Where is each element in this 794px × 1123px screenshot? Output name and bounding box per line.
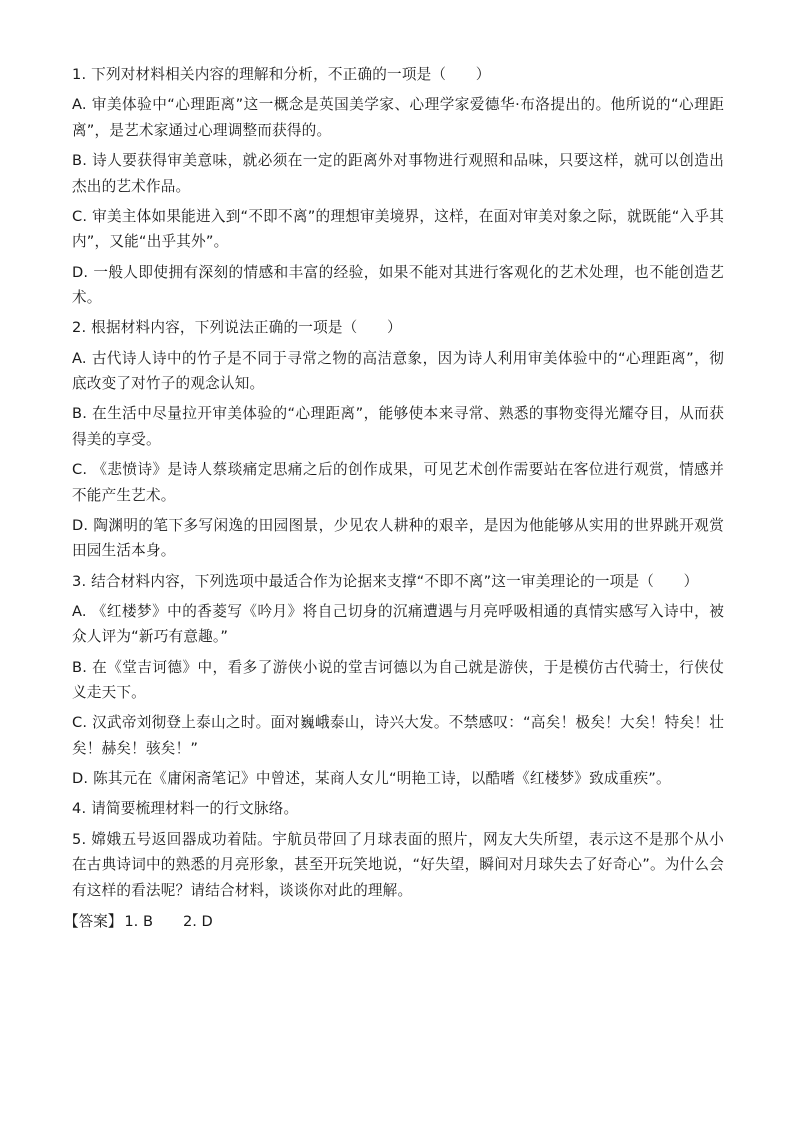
question-stem: 4. 请简要梳理材料一的行文脉络。 [72, 800, 299, 818]
question-list [64, 62, 724, 935]
option-b: B. 在生活中尽量拉开审美体验的“心理距离”，能够使本来寻常、熟悉的事物变得光耀夺目，从而获得美的享受。 [72, 405, 724, 448]
question-stem: 2. 根据材料内容，下列说法正确的一项是（ ） [72, 319, 402, 337]
option-d: D. 陶渊明的笔下多写闲逸的田园图景，少见农人耕种的艰辛，是因为他能够从实用的世界跳开观赏田园生活本身。 [72, 516, 724, 560]
answer-line [64, 909, 724, 935]
answer-item-2: 2. D [182, 913, 213, 931]
question-stem: 3. 结合材料内容，下列选项中最适合作为论据来支撑“不即不离”这一审美理论的一项是（ ） [72, 572, 699, 590]
question-5 [72, 827, 724, 904]
option-b: B. 在《堂吉诃德》中，看多了游侠小说的堂吉诃德以为自己就是游侠，于是模仿古代骑士，行侠仗义走天下。 [72, 658, 724, 702]
option-d: D. 一般人即使拥有深刻的情感和丰富的经验，如果不能对其进行客观化的艺术处理，也不能创造艺术。 [72, 263, 724, 307]
option-a: A. 《红楼梦》中的香菱写《吟月》将自己切身的沉痛遭遇与月亮呼吸相通的真情实感写入诗中，被众人评为“新巧有意趣。” [72, 602, 724, 646]
answer-tag: 【答案】 [64, 913, 123, 931]
option-a: A. 古代诗人诗中的竹子是不同于寻常之物的高洁意象，因为诗人利用审美体验中的“心理距离”，彻底改变了对竹子的观念认知。 [72, 349, 724, 393]
question-2 [72, 315, 724, 564]
option-c: C. 审美主体如果能进入到“不即不离”的理想审美境界，这样，在面对审美对象之际，就既能“入乎其内”，又能“出乎其外”。 [72, 207, 724, 251]
option-c: C. 汉武帝刘彻登上泰山之时。面对巍峨泰山，诗兴大发。不禁感叹：“高矣！极矣！大矣！特矣！壮矣！赫矣！骇矣！” [72, 714, 724, 757]
question-3 [72, 569, 724, 792]
option-c: C. 《悲愤诗》是诗人蔡琰痛定思痛之后的创作成果，可见艺术创作需要站在客位进行观赏，情感并不能产生艺术。 [72, 461, 724, 504]
question-4 [72, 796, 724, 822]
question-stem: 1. 下列对材料相关内容的理解和分析，不正确的一项是（ ） [72, 66, 491, 83]
question-1 [72, 62, 724, 311]
question-stem: 5. 嫦娥五号返回器成功着陆。宇航员带回了月球表面的照片，网友大失所望，表示这不是那个从小在古典诗词中的熟悉的月亮形象，甚至开玩笑地说，“好失望，瞬间对月球失去了好奇心”。为什么会有这样的看法呢？请结合材料，谈谈你对此的理解。 [72, 830, 724, 899]
answer-item-1: 1. B [124, 913, 153, 931]
option-a: A. 审美体验中“心理距离”这一概念是英国美学家、心理学家爱德华·布洛提出的。他所说的“心理距离”，是艺术家通过心理调整而获得的。 [72, 96, 724, 139]
option-b: B. 诗人要获得审美意味，就必须在一定的距离外对事物进行观照和品味，只要这样，就可以创造出杰出的艺术作品。 [72, 151, 724, 195]
option-d: D. 陈其元在《庸闲斋笔记》中曾述，某商人女儿“明艳工诗，以酷嗜《红楼梦》致成重疾”。 [72, 770, 671, 788]
